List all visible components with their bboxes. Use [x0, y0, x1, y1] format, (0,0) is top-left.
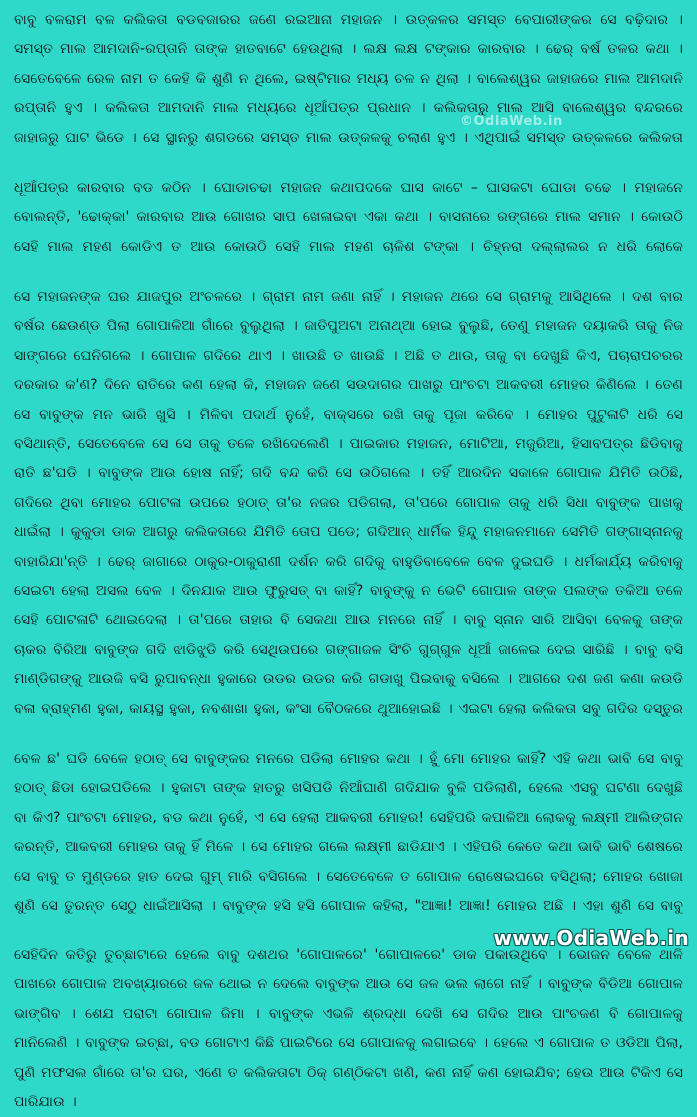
- paragraph-1: ବାବୁ ବଳରାମ ବଳ କଲିକତା ବଡବଜାରର ଜଣେ ରଇଆନା ମହାଜନ । ଉତ୍କଳର ସମସ୍ତ ବେପାରୀଙ୍କର ସେ ବଢ଼ିଦାର । ସମସ୍ତ ମାଲ ଆମଦାନି-ରପ୍ତାନି ତାଙ୍କ ହାତବାଟେ ହେଉଥିଲା । ଲକ୍ଷ ଲକ୍ଷ ଟଙ୍କାର କାରବାର । ଢେର୍ ବର୍ଷ ତଳର କଥା । ସେତେବେଳେ ରେଳ ନାମ ତ କେହି କି ଶୁଣି ନ ଥିଲେ, ଇଷ୍ଟିମାର ମଧ୍ୟ ଚଳ ନ ଥିଲା । ବାଲେଶ୍ୱର ଜାହାଜରେ ମାଲ ଆମଦାନି ରପ୍ତାନି ହୁଏ । କଲିକତା ଆମଦାନି ମାଲ ମଧ୍ୟରେ ଧୂଆଁପତ୍ର ପ୍ରଧାନ । କଲିକତାରୁ ମାଲ ଆସି ବାଲେଶ୍ୱର ବନ୍ଦରରେ ଜାହାଜରୁ ଘାଟ ଭିଡେ । ସେ ସ୍ଥାନରୁ ଶଗଡରେ ସମସ୍ତ ମାଲ ଉତ୍କଳକୁ ଚଲାଣ ହୁଏ । ଏଥିପାଇଁ ସମସ୍ତ ଉତ୍କଳରେ କଲିକତା: [14, 12, 683, 146]
- paragraph-2: ଧୂଆଁପତ୍ର କାରବାର ବଡ କଠିନ । ଘୋଡାଚଢା ମହାଜନ କଥାପଦକେ ଘାସ କାଟେ – ଘାସକଟା ଘୋଡା ଚଢେ । ମହାଜନେ ବୋଲନ୍ତି, 'ଢୋକ୍କା' କାରବାର ଆଉ ଗୋଖର ସାପ ଖେଳାଇବା ଏକା କଥା । ବାସନାରେ ରଙ୍ଗରେ ମାଲ ସମାନ । କୋଉଠି ସେହି ମାଲ ମହଣ କୋଡିଏ ତ ଆଉ କୋଉଠି ସେହି ମାଲ ମହଣ ଚାଳିଶ ଟଙ୍କା । ଚିହ୍ନରା ଦଲ୍ଲାଲର ନ ଧରି ଲୋକେ: [14, 180, 683, 255]
- paragraph-4: ବେଳ ଛ' ଘଡି ବେଳେ ହଠାତ୍ ସେ ବାବୁଙ୍କର ମନରେ ପଡିଲା ମୋହର କଥା । ହୁଁ ମୋ ମୋହର କାହିଁ? ଏହି କଥା ଭାବି ସେ ବାବୁ ହଠାତ୍ ଛିଡା ହୋଇପଡିଲେ । ହୁକାଟା ତାଙ୍କ ହାତରୁ ଖସିପଡି ନିଆଁଘାଣି ଗଦିଯାକ ବୁଳି ପଡିଲାଣି, ହେଲେ ଏସବୁ ଘଟଣା ଦେଖୁଛି ବା କିଏ? ପାଂଚଟା ମୋହର, ବଡ କଥା ନୁହେଁ, ଏ ସେ ହେଲା ଆକବରୀ ମୋହର! ସେହିପରି କପାଳିଆ ଲୋକକୁ ଲକ୍ଷ୍ମୀ ଆଲିଙ୍ଗନ କରନ୍ତି, ଆକବରୀ ମୋହର ତାକୁ ହିଁ ମିଳେ । ସେ ମୋହର ଗଲେ ଲକ୍ଷ୍ମୀ ଛାଡିଯାଏ । ଏହିପରି କେତେ କଥା ଭାବି ଭାବି ଶେଷରେ ସେ ବାବୁ ତ ମୁଣ୍ଡରେ ହାତ ଦେଇ ଗୁମ୍ ମାରି ବସିଗଲେ । ସେତେବେଳେ ତ ଗୋପାଳ ରୋଷେଇଘରେ ବସିଥିଲା; ମୋହର ଖୋଜା ଶୁଣି ସେ ତୁରନ୍ତ ସେଠୁ ଧାଇଁଆସିଲା । ବାବୁଙ୍କ ହସି ହସି ଗୋପାଳ କହିଲା, "ଆଜ୍ଞା! ଆଜ୍ଞା! ମୋହର ଅଛି । ଏହା ଶୁଣି ସେ ବାବୁ: [14, 751, 683, 915]
- watermark-text: ©OdiaWeb.in: [460, 114, 563, 129]
- paragraph-5: ସେହିଦିନ କତିରୁ ତୁଚ୍ଛାଟାରେ ହେଲେ ବାବୁ ଦଶଥର 'ଗୋପାଳରେ' 'ଗୋପାଳରେ' ଡାକ ପକାଉଥିବେ । ଭୋଜନ ବେଳେ ଥାଳି ପାଖରେ ଗୋପାଳ ଅବଖ୍ୟାରରେ ଜଳ ଥୋଇ ନ ଦେଲେ ବାବୁଙ୍କ ଆଉ ସେ ଜଳ ଭଲ ଲାଗେ ନାହିଁ । ବାବୁଙ୍କ ବିଡିଆ ଗୋପାଳ ଭାଙ୍ଗିବ । ଶେଯ ପରାଟା ଗୋପାଳ ଜିମା । ବାବୁଙ୍କ ଏଭଳି ଶ୍ରଦ୍ଧା ଦେଖି ସେ ଗଦିର ଆଉ ପାଂଚଜଣ ବି ଗୋପାଳକୁ ମାନିଲେଣି । ବାବୁଙ୍କ ଇଚ୍ଛା, ବଡ ଗୋଟାଏ କିଛି ପାଇଟିରେ ସେ ଗୋପାଳକୁ ଲଗାଇବେ । ହେଲେ ଏ ଗୋପାଳ ତ ଓଡିଆ ପିଲା, ପୁଣି ମଫସଲ ଗାଁରେ ତା'ର ଘର, ଏଣେ ତ କଲିକତାଟା ଠିକ୍ ଗଣ୍ଠିକଟା ଖଣି, କଣ ନାହିଁ କଣ ହୋଇଯିବ; ହେଉ ଆଉ ଟିକିଏ ସେ ପାରିଯାଉ ।: [14, 947, 683, 1111]
- paragraph-3: ସେ ମହାଜନଙ୍କ ଘର ଯାଜପୁର ଅଂଚଳରେ । ଗ୍ରାମ ନାମ ଜଣା ନାହିଁ । ମହାଜନ ଥରେ ସେ ଗ୍ରାମକୁ ଆସିଥିଲେ । ଦଶ ବାର ବର୍ଷର ଛେଉଣ୍ଡ ପିଲା ଗୋପାଳିଆ ଗାଁରେ ବୁଲୁଥିଲା । ଜାତିପୁଅଟା ଅନାଥ୍ଆ ହୋଇ ବୁଲୁଛି, ତେଣୁ ମହାଜନ ଦୟାକରି ତାକୁ ନିଜ ସାଙ୍ଗରେ ଘେନିଗଲେ । ଗୋପାଳ ଗଦିରେ ଥାଏ । ଖାଉଛି ତ ଖାଉଛି । ଅଛି ତ ଥାଉ, ତାକୁ ବା ଦେଖୁଛି କିଏ, ପଚାରାପଚରର ଦରକାର କ'ଣ? ଦିନେ ରାତିରେ କଣ ହେଲା କି, ମହାଜନ ଜଣେ ସଉଦାଗର ପାଖରୁ ପାଂଚଟା ଆକବରୀ ମୋହର କିଣିଲେ । ତେଣ ସେ ବାବୁଙ୍କ ମନ ଭାରି ଖୁସି । ମିଳିବା ପଦାର୍ଥ ନୁହେଁ, ବାକ୍ସରେ ରଖି ତାକୁ ପୂଜା କରିବେ । ମୋହର ପୁଟୁଳାଟି ଧରି ସେ ବସିଥାନ୍ତି, ସେତେବେଳେ ସେ ସେ ତାକୁ ତଳେ ରଖିଦେଲେଣି । ପାଇକାର ମହାଜନ, ମୋଟିଆ, ମଜୁରିଆ, ହିସାବପତ୍ର ଛିଡିବାକୁ ରାତି ଛ'ଘଡି । ବାବୁଙ୍କ ଆଉ ହୋଷ ନାହିଁ; ଗଦି ବନ୍ଦ କରି ସେ ଉଠିଗଲେ । ତହିଁ ଆରଦିନ ସକାଳେ ଗୋପାଳ ଯିମିତି ଉଠିଛି, ଗଦିରେ ଥିବା ମୋହର ପୋଟଳା ଉପରେ ହଠାତ୍ ତା'ର ନଜର ପଡିଗଲା, ତା'ପରେ ଗୋପାଳ ତାକୁ ଧରି ସିଧା ବାବୁଙ୍କ ପାଖକୁ ଧାଇଁଲା । କୁକୁଡା ଡାକ ଆଗରୁ କଲିକତାରେ ଯିମିତି ତୋପ ପଡେ; ଗଦିଆନ୍ ଧାର୍ମିକ ହିନ୍ଦୁ ମହାଜନମାନେ ସେମିତି ଗଙ୍ଗାସ୍ନାନକୁ ବାହାରିଯା'ନ୍ତି । ଢେର୍ ଜାଗାରେ ଠାକୁର-ଠାକୁରାଣୀ ଦର୍ଶନ କରି ଗଦିକୁ ବାହୁଡିବାବେଳେ ବେଳ ଦୁଇଘଡି । ଧର୍ମକାର୍ଯ୍ୟ କରିବାକୁ ସେଇଟା ହେଲା ଅସଲ ବେଳ । ଦିନଯାକ ଆଉ ଫୁରୁସତ୍ ବା କାହିଁ? ବାବୁଙ୍କୁ ନ ଭେଟି ଗୋପାଳ ତାଙ୍କ ପଲଙ୍କ ତକିଆ ତଳେ ସେହି ପୋଟଳାଟି ଥୋଇଦେଲା । ତା'ପରେ ତାହାର ବି ସେକଥା ଆଉ ମନରେ ନାହିଁ । ବାବୁ ସ୍ନାନ ସାରି ଆସିବା ବେଳକୁ ତାଙ୍କ ଚାକର ବିରିଆ ବାବୁଙ୍କ ଗଦି ଝାଡିଝୁଡି କରି ସେଥିଉପରେ ଗଙ୍ଗାଜଳ ସିଂଚି ଗୁଗ୍ଗୁଳ ଧୂଆଁ ଜାଳେଇ ଦେଇ ସାରିଛି । ବାବୁ ବସି ମାଣ୍ଡିଗଙ୍କୁ ଆଉଜି ବସି ରୁପାବନ୍ଧା ହୁକାରେ ଉଡର ଉଡର କରି ଗଡାଖୁ ପିଇବାକୁ ବସିଲେ । ଆଗରେ ଦଶ ଜଣ କଣା କଉଡି ବଳା ବ୍ରାହ୍ମଣ ହୁକା, କାୟସ୍ଥ ହୁକା, ନବଶାଖା ହୁକା, କଂସା ବୈଠକରେ ଥୁଆହୋଇଛି । ଏଇଟା ହେଲା କଲିକତା ସବୁ ଗଦିର ଦସ୍ତୁର: [14, 289, 683, 717]
- site-brand: www.OdiaWeb.in: [493, 926, 689, 950]
